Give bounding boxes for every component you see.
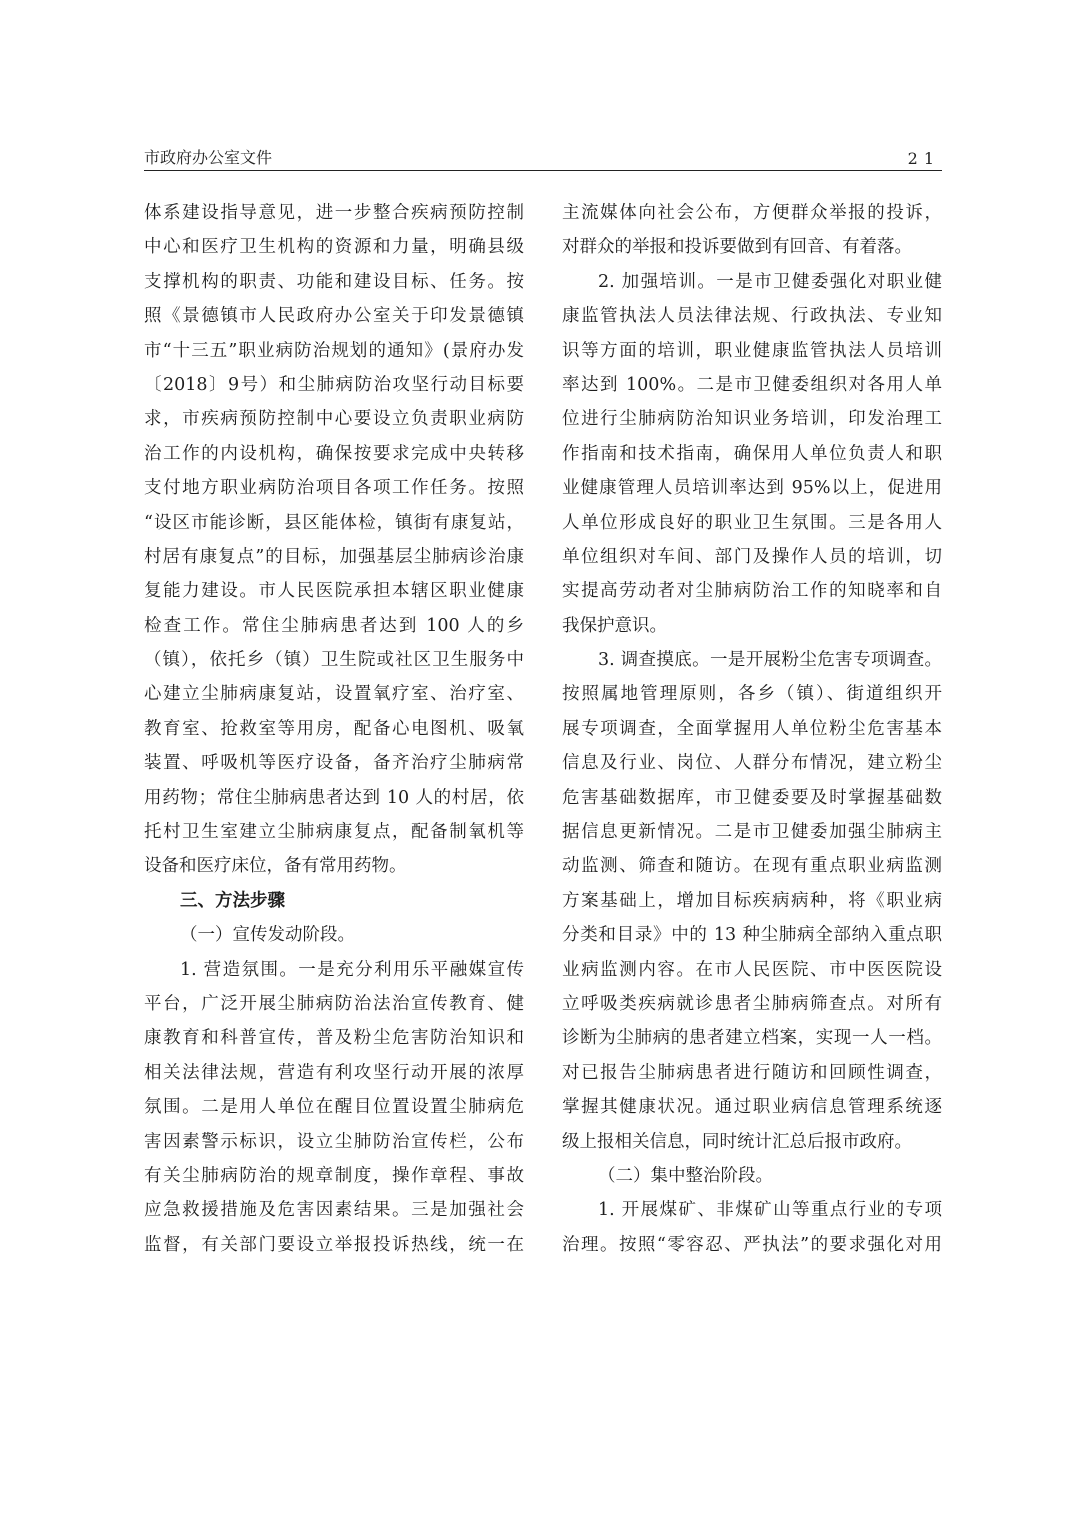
text-line: “设区市能诊断，县区能体检，镇街有康复站， xyxy=(144,512,524,533)
text-line: 平台，广泛开展尘肺病防治法治宣传教育、健 xyxy=(144,993,524,1014)
text-line: 装置、呼吸机等医疗设备，备齐治疗尘肺病常 xyxy=(144,753,524,774)
text-line: 人单位形成良好的职业卫生氛围。三是各用人 xyxy=(562,512,942,533)
subsection-heading: （二）集中整治阶段。 xyxy=(598,1165,773,1186)
text-line: 按照属地管理原则，各乡（镇）、街道组织开 xyxy=(562,684,942,705)
text-line: 作指南和技术指南，确保用人单位负责人和职 xyxy=(562,443,942,464)
text-line: 3. 调查摸底。一是开展粉尘危害专项调查。 xyxy=(598,650,942,671)
text-line: 求，市疾病预防控制中心要设立负责职业病防 xyxy=(144,409,524,430)
text-line: 中心和医疗卫生机构的资源和力量，明确县级 xyxy=(144,237,524,258)
text-line: 相关法律法规，营造有利攻坚行动开展的浓厚 xyxy=(144,1062,524,1083)
text-line: 支撑机构的职责、功能和建设目标、任务。按 xyxy=(144,271,524,292)
text-line: 方案基础上，增加目标疾病病种，将《职业病 xyxy=(562,890,942,911)
text-line: 级上报相关信息，同时统计汇总后报市政府。 xyxy=(562,1131,912,1152)
text-line: 1. 营造氛围。一是充分利用乐平融媒宣传 xyxy=(180,959,524,980)
text-line: 位进行尘肺病防治知识业务培训，印发治理工 xyxy=(562,409,942,430)
text-line: 治工作的内设机构，确保按要求完成中央转移 xyxy=(144,443,524,464)
text-line: 治理。按照“零容忍、严执法”的要求强化对用 xyxy=(562,1234,942,1255)
text-line: 市“十三五”职业病防治规划的通知》(景府办发 xyxy=(144,340,524,361)
text-line: 监督，有关部门要设立举报投诉热线，统一在 xyxy=(144,1234,524,1255)
page-number: 21 xyxy=(907,149,940,168)
text-line: 康监管执法人员法律法规、行政执法、专业知 xyxy=(562,306,942,327)
text-line: 〔2018〕9号）和尘肺病防治攻坚行动目标要 xyxy=(144,374,524,395)
text-line: 诊断为尘肺病的患者建立档案，实现一人一档。 xyxy=(562,1028,942,1049)
text-line: 托村卫生室建立尘肺病康复点，配备制氧机等 xyxy=(144,822,524,843)
text-line: 氛围。二是用人单位在醒目位置设置尘肺病危 xyxy=(144,1097,524,1118)
text-line: （镇），依托乡（镇）卫生院或社区卫生服务中 xyxy=(144,650,524,671)
text-line: 应急救援措施及危害因素结果。三是加强社会 xyxy=(144,1200,524,1221)
text-line: 心建立尘肺病康复站，设置氧疗室、治疗室、 xyxy=(144,684,524,705)
text-line: 用药物；常住尘肺病患者达到 10 人的村居，依 xyxy=(144,787,524,808)
text-line: 识等方面的培训，职业健康监管执法人员培训 xyxy=(562,340,942,361)
text-line: 业健康管理人员培训率达到 95%以上，促进用 xyxy=(562,478,942,499)
text-line: 据信息更新情况。二是市卫健委加强尘肺病主 xyxy=(562,822,942,843)
text-line: 率达到 100%。二是市卫健委组织对各用人单 xyxy=(562,374,942,395)
section-heading: 三、方法步骤 xyxy=(180,890,285,911)
text-line: 业病监测内容。在市人民医院、市中医医院设 xyxy=(562,959,942,980)
text-line: 照《景德镇市人民政府办公室关于印发景德镇 xyxy=(144,306,524,327)
text-line: 立呼吸类疾病就诊患者尘肺病筛查点。对所有 xyxy=(562,993,942,1014)
right-text-column xyxy=(562,196,942,1262)
text-line: 展专项调查，全面掌握用人单位粉尘危害基本 xyxy=(562,718,942,739)
text-line: 2. 加强培训。一是市卫健委强化对职业健 xyxy=(598,271,942,292)
text-line: 分类和目录》中的 13 种尘肺病全部纳入重点职 xyxy=(562,925,942,946)
text-line: 动监测、筛查和随访。在现有重点职业病监测 xyxy=(562,856,942,877)
header-title: 市政府办公室文件 xyxy=(144,148,273,167)
text-line: 危害基础数据库，市卫健委要及时掌握基础数 xyxy=(562,787,942,808)
text-line: 体系建设指导意见，进一步整合疾病预防控制 xyxy=(144,203,524,223)
text-line: 单位组织对车间、部门及操作人员的培训，切 xyxy=(562,546,942,567)
text-line: 1. 开展煤矿、非煤矿山等重点行业的专项 xyxy=(598,1200,942,1221)
text-line: 实提高劳动者对尘肺病防治工作的知晓率和自 xyxy=(562,581,942,602)
text-line: 康教育和科普宣传，普及粉尘危害防治知识和 xyxy=(144,1028,524,1049)
text-line: 对群众的举报和投诉要做到有回音、有着落。 xyxy=(562,237,912,258)
text-line: 复能力建设。市人民医院承担本辖区职业健康 xyxy=(144,581,524,602)
page-header xyxy=(144,148,942,171)
text-line: 教育室、抢救室等用房，配备心电图机、吸氧 xyxy=(144,718,524,739)
text-line: 设备和医疗床位，备有常用药物。 xyxy=(144,856,407,877)
left-text-column xyxy=(144,196,524,1262)
text-line: 害因素警示标识，设立尘肺防治宣传栏，公布 xyxy=(144,1131,524,1152)
subsection-heading: （一）宣传发动阶段。 xyxy=(180,925,355,946)
text-line: 主流媒体向社会公布，方便群众举报的投诉， xyxy=(562,203,942,223)
text-line: 对已报告尘肺病患者进行随访和回顾性调查， xyxy=(562,1062,942,1083)
text-line: 村居有康复点”的目标，加强基层尘肺病诊治康 xyxy=(144,546,524,567)
text-line: 支付地方职业病防治项目各项工作任务。按照 xyxy=(144,478,524,499)
text-line: 我保护意识。 xyxy=(562,615,667,636)
text-line: 检查工作。常住尘肺病患者达到 100 人的乡 xyxy=(144,615,524,636)
text-line: 有关尘肺病防治的规章制度，操作章程、事故 xyxy=(144,1165,524,1186)
text-line: 掌握其健康状况。通过职业病信息管理系统逐 xyxy=(562,1097,942,1118)
text-line: 信息及行业、岗位、人群分布情况，建立粉尘 xyxy=(562,753,942,774)
